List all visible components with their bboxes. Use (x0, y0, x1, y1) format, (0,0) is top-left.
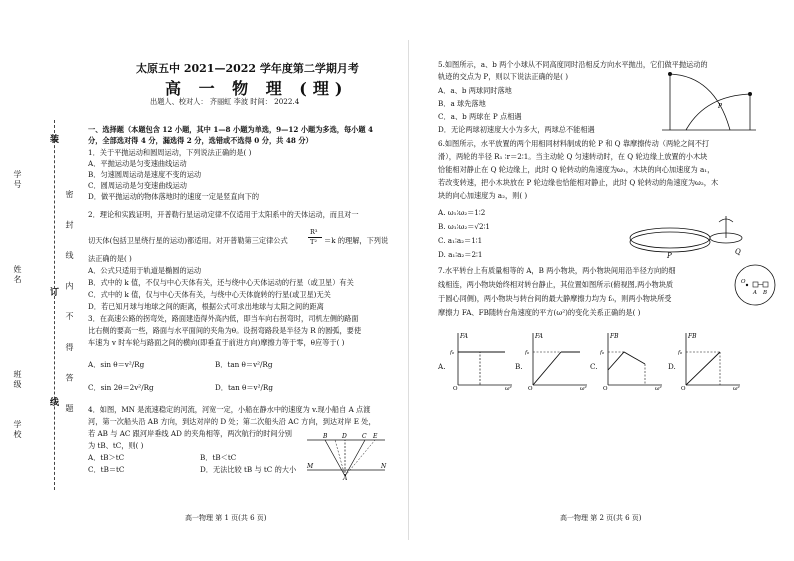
q2-option-a: A．公式只适用于轨道是椭圆的运动 (88, 266, 202, 275)
q2-stem-2: 切天体(包括卫星绕行星的运动)都适用。对开普勒第三定律公式 (88, 236, 288, 245)
page-1-footer: 高一物理 第 1 页(共 6 页) (185, 514, 267, 522)
q1-option-d: D．做平抛运动的物体落地时的速度一定是竖直向下的 (88, 192, 260, 201)
turntable-diagram (732, 262, 778, 308)
q6-line-4: 若改变转速，把小木块放在 P 轮边缘也恰能相对静止，此时 Q 轮转动的角速度为ω₂，木 (438, 178, 719, 187)
q6-line-3: 恰能相对静止在 Q 轮边缘上，此时 Q 轮转动的角速度为ω₁，木块的向心加速度为 a₁， (438, 165, 715, 174)
graph-a-origin: O (453, 386, 458, 390)
graph-d-f0: f₀ (678, 350, 683, 356)
q2-stem-1: 2．理论和实践证明，开普勒行星运动定律不仅适用于太阳系中的天体运动，而且对一 (88, 210, 359, 219)
class-label: 班级 (13, 370, 22, 390)
q6-line-2: 滑），两轮的半径 R₁ ∶r＝2∶1。当主动轮 Q 匀速转动时，在 Q 轮边缘上放置的小木块 (438, 152, 708, 161)
section-heading-2: 分，全部选对得 4 分，漏选得 2 分，选错或不选得 0 分，共 48 分） (88, 136, 313, 145)
seal-line-notice: 密 封 线 内 不 得 答 题 (65, 190, 74, 422)
turntable-label-o: O (741, 279, 746, 285)
graph-c-xlabel: ω² (655, 386, 662, 390)
graph-d-ylabel: FB (688, 333, 697, 340)
q4-line-4: 为 tB、tC，则( ) (88, 441, 144, 450)
graph-d-xlabel: ω² (733, 386, 740, 390)
exam-title: 太原五中 2021—2022 学年度第二学期月考 (136, 62, 359, 75)
q4-line-1: 4．如图，MN 是流速稳定的河流，河宽一定，小船在静水中的速度为 v.现小船自 A 点渡 (88, 405, 371, 414)
river-diagram (305, 432, 390, 480)
graph-c-origin: O (603, 386, 608, 390)
q1-stem: 1．关于平抛运动和圆周运动，下列说法正确的是( ) (88, 148, 252, 157)
exam-meta: 出题人、校对人： 齐丽虹 李波 时间： 2022.4 (150, 97, 300, 106)
river-label-a: A (343, 475, 348, 480)
q6-line-5: 块的向心加速度为 a₂，则( ) (438, 191, 528, 200)
river-label-b: B (323, 433, 328, 440)
q1-option-c: C．圆周运动是匀变速曲线运动 (88, 181, 187, 190)
river-label-e: E (373, 433, 378, 440)
page-2-footer: 高一物理 第 2 页(共 6 页) (560, 514, 642, 522)
q7-line-3: 于圆心同侧)，两小物块与转台间的最大静摩擦力均为 f₀，则两小物块所受 (438, 294, 672, 303)
q2-formula-num: R³ (310, 228, 318, 236)
q4-option-a: A．tB＞tC (88, 453, 125, 462)
q6-option-c: C. a₁∶a₂＝1∶1 (438, 236, 483, 245)
q6-option-a: A. ω₁∶ω₂＝1∶2 (438, 208, 486, 217)
page-divider (408, 40, 409, 540)
q6-line-1: 6.如图所示，水平放置的两个用相同材料制成的轮 P 和 Q 靠摩擦传动（两轮之间不打 (438, 139, 710, 148)
binding-margin (0, 0, 82, 561)
q5-option-d: D．无论两球初速度大小为多大，两球总不能相遇 (438, 125, 595, 134)
q3-option-d: D．tan θ＝v²/Rg (215, 383, 273, 392)
q2-stem-2b: ＝k 的理解，下列说 (324, 236, 389, 245)
q5-option-a: A．a、b 两球同时落地 (438, 86, 512, 95)
seal-mark-2: 订 (50, 288, 60, 298)
projectile-diagram (660, 68, 760, 134)
graph-b-origin: O (528, 386, 533, 390)
seal-mark-1: 装 (50, 135, 60, 145)
q5-line-2: 轨迹的交点为 P，则以下说法正确的是( ) (438, 72, 569, 81)
river-label-c: C (362, 433, 367, 440)
seal-dashed-line (54, 120, 55, 490)
q3-line-1: 3．在高速公路的拐弯处，路面建造得外高内低，即当车向右拐弯时，司机左侧的路面 (88, 314, 359, 323)
q2-option-b: B．式中的 k 值，不仅与中心天体有关，还与绕中心天体运动的行星（或卫星）有关 (88, 278, 354, 287)
q3-option-b: B．tan θ＝v²/Rg (215, 360, 273, 369)
q7-option-a: A. (438, 362, 446, 371)
school-label: 学校 (13, 420, 22, 440)
q7-line-4: 摩擦力 FA、FB随转台角速度的平方(ω²)的变化关系正确的是( ) (438, 308, 641, 317)
graph-a-f0: f₀ (450, 350, 455, 356)
graph-c-f0: f₀ (600, 350, 605, 356)
wheel-label-p: P (667, 252, 672, 260)
q3-option-a: A．sin θ＝v²/Rg (88, 360, 145, 369)
q2-formula-den: T² (310, 238, 317, 246)
q2-stem-3: 法正确的是( ) (88, 254, 132, 263)
q4-line-2: 河，第一次船头沿 AB 方向，到达对岸的 D 处；第二次船头沿 AC 方向，到达对岸 E 处， (88, 417, 376, 426)
q4-option-d: D．无法比较 tB 与 tC 的大小 (200, 465, 297, 474)
river-label-d: D (342, 433, 347, 440)
graph-a (450, 330, 515, 390)
q4-line-3: 若 AB 与 AC 跟河岸垂线 AD 的夹角相等，两次航行的时间分别 (88, 429, 292, 438)
graph-a-ylabel: FA (460, 333, 468, 340)
q7-option-d: D. (668, 362, 676, 371)
graph-c-ylabel: FB (610, 333, 619, 340)
q1-option-b: B．匀速圆周运动是速度不变的运动 (88, 170, 202, 179)
name-label: 姓名 (13, 265, 22, 285)
q7-option-c: C. (590, 362, 598, 371)
q2-option-d: D．若已知月球与地球之间的距离，根据公式可求出地球与太阳之间的距离 (88, 302, 324, 311)
q6-option-d: D. a₁∶a₂＝2∶1 (438, 250, 483, 259)
graph-b-xlabel: ω² (580, 386, 587, 390)
graph-a-xlabel: ω² (505, 386, 512, 390)
q5-option-c: C．a、b 两球在 P 点相遇 (438, 112, 522, 121)
q1-option-a: A．平抛运动是匀变速曲线运动 (88, 159, 187, 168)
graph-b-f0: f₀ (525, 350, 530, 356)
q3-option-c: C．sin 2θ＝2v²/Rg (88, 383, 154, 392)
seal-mark-3: 线 (50, 398, 60, 408)
graph-d (678, 330, 743, 390)
river-label-n: N (381, 463, 387, 470)
q2-option-c: C．式中的 k 值，仅与中心天体有关，与绕中心天体旋转的行星(或卫星)无关 (88, 290, 331, 299)
wheel-label-q: Q (735, 248, 741, 256)
q4-option-c: C．tB＝tC (88, 465, 125, 474)
river-label-m: M (307, 463, 314, 470)
q4-option-b: B．tB＜tC (200, 453, 237, 462)
turntable-label-b: B (763, 290, 768, 296)
section-heading: 一、选择题（本题包含 12 小题，其中 1—8 小题为单选，9—12 小题为多选，每小题 4 (88, 125, 374, 134)
q7-option-b: B. (515, 362, 523, 371)
projectile-label-p: P (718, 103, 723, 110)
q6-option-b: B. ω₁∶ω₂＝√2∶1 (438, 222, 490, 231)
graph-b (525, 330, 590, 390)
q5-line-1: 5.如图所示，a、b 两个小球从不同高度同时沿相反方向水平抛出，它们做平抛运动的 (438, 60, 708, 69)
turntable-label-a: A (753, 290, 757, 296)
page-2 (410, 0, 794, 561)
wheels-diagram (625, 210, 750, 260)
q3-line-3: 车速为 v 时车轮与路面之间的横向(即垂直于前进方向)摩擦力等于零，θ应等于( ) (88, 338, 345, 347)
q3-line-2: 比右侧的要高一些，路面与水平面间的夹角为θ。设拐弯路段是半径为 R 的圆弧，要使 (88, 326, 362, 335)
student-no-label: 学号 (13, 170, 22, 190)
subject-title: 高 一 物 理 (理) (165, 79, 349, 98)
q7-line-1: 7.水平转台上有质量相等的 A，B 两小物块，两小物块间用沿半径方向的细 (438, 266, 676, 275)
q5-option-b: B．a 球先落地 (438, 99, 486, 108)
graph-b-ylabel: FA (535, 333, 543, 340)
q7-line-2: 线相连，两小物块始终相对转台静止，其位置如图所示(俯视图,两小物块质 (438, 280, 674, 289)
graph-d-origin: O (681, 386, 686, 390)
graph-c (600, 330, 665, 390)
